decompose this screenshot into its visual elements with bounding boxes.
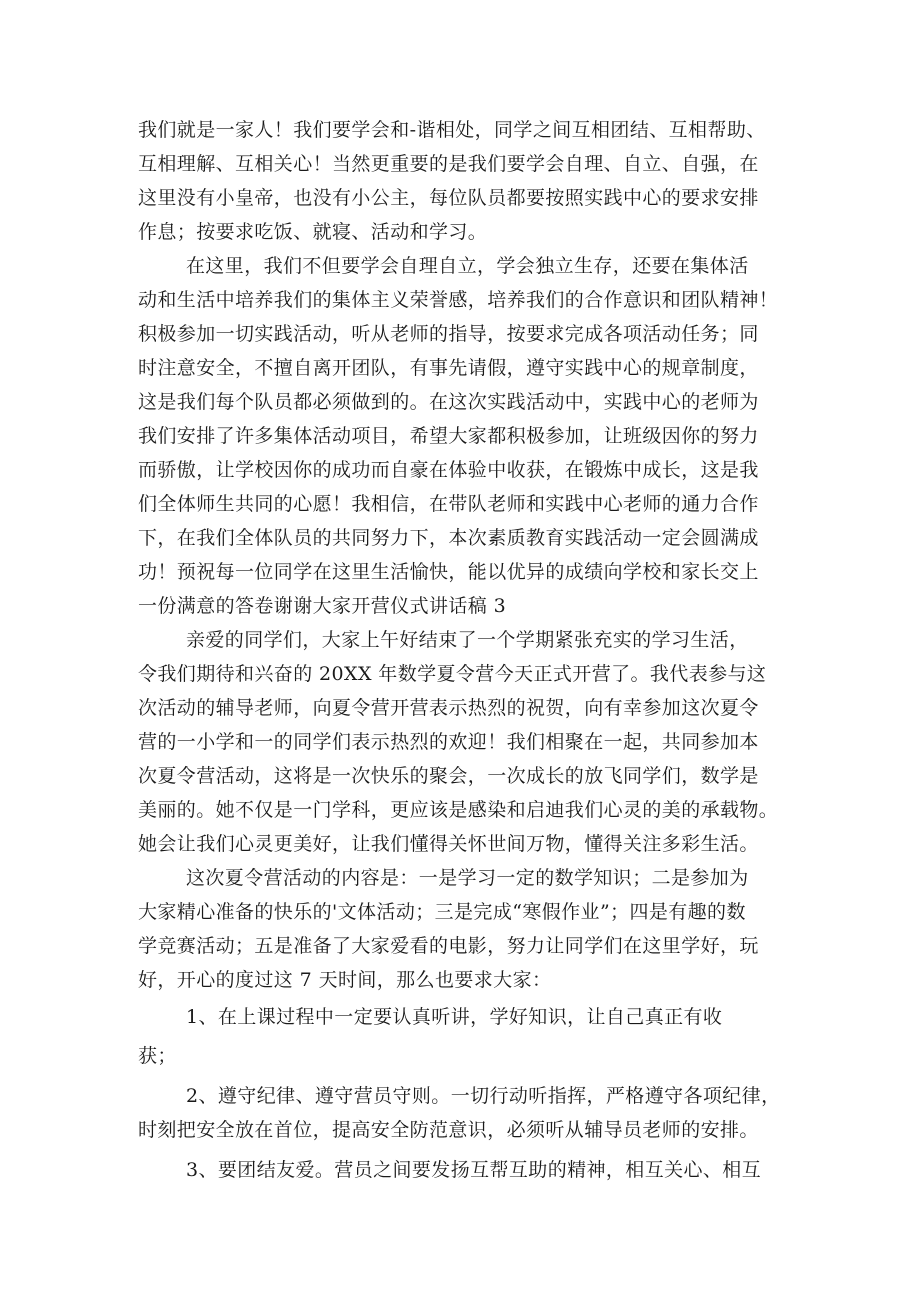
text-line: 这里没有小皇帝，也没有小公主，每位队员都要按照实践中心的要求安排 (138, 187, 759, 209)
text-line: 学竞赛活动；五是准备了大家爱看的电影，努力让同学们在这里学好，玩 (138, 935, 759, 957)
list-item-3: 3、要团结友爱。营员之间要发扬互帮互助的精神，相互关心、相互 (186, 1159, 762, 1181)
text-line: 作息；按要求吃饭、就寝、活动和学习。 (138, 221, 488, 243)
text-line: 我们就是一家人！我们要学会和-谐相处，同学之间互相团结、互相帮助、 (138, 119, 766, 141)
list-item-2: 2、遵守纪律、遵守营员守则。一切行动听指挥，严格遵守各项纪律， (186, 1085, 781, 1107)
list-item-1: 1、在上课过程中一定要认真听讲，学好知识，让自己真正有收 (186, 1006, 723, 1028)
text-line: 一份满意的答卷谢谢大家开营仪式讲话稿 3 (138, 595, 507, 617)
paragraph-first-line: 亲爱的同学们，大家上午好结束了一个学期紧张充实的学习生活， (186, 629, 749, 651)
text-line: 她会让我们心灵更美好，让我们懂得关怀世间万物，懂得关注多彩生活。 (138, 833, 759, 855)
paragraph-first-line: 在这里，我们不但要学会自理自立，学会独立生存，还要在集体活 (186, 255, 749, 277)
text-line: 次活动的辅导老师，向夏令营开营表示热烈的祝贺，向有幸参加这次夏令 (138, 697, 759, 719)
text-line: 而骄傲，让学校因你的成功而自豪在体验中收获，在锻炼中成长，这是我 (138, 459, 759, 481)
text-line: 动和生活中培养我们的集体主义荣誉感，培养我们的合作意识和团队精神！ (138, 289, 779, 311)
text-line: 美丽的。她不仅是一门学科，更应该是感染和启迪我们心灵的美的承载物。 (138, 799, 779, 821)
text-line: 时刻把安全放在首位，提高安全防范意识，必须听从辅导员老师的安排。 (138, 1119, 759, 1141)
text-line: 好，开心的度过这 7 天时间，那么也要求大家： (138, 969, 552, 991)
text-line: 获； (138, 1045, 177, 1067)
text-line: 我们安排了许多集体活动项目，希望大家都积极参加，让班级因你的努力 (138, 425, 759, 447)
text-line: 时注意安全，不擅自离开团队，有事先请假，遵守实践中心的规章制度， (138, 357, 759, 379)
text-line: 功！预祝每一位同学在这里生活愉快，能以优异的成绩向学校和家长交上 (138, 561, 759, 583)
text-line: 下，在我们全体队员的共同努力下，本次素质教育实践活动一定会圆满成 (138, 527, 759, 549)
text-line: 这是我们每个队员都必须做到的。在这次实践活动中，实践中心的老师为 (138, 391, 759, 413)
text-line: 大家精心准备的快乐的'文体活动；三是完成“寒假作业”；四是有趣的数 (138, 901, 746, 923)
text-line: 营的一小学和一的同学们表示热烈的欢迎！我们相聚在一起，共同参加本 (138, 731, 759, 753)
paragraph-first-line: 这次夏令营活动的内容是：一是学习一定的数学知识；二是参加为 (186, 867, 749, 889)
text-line: 积极参加一切实践活动，听从老师的指导，按要求完成各项活动任务；同 (138, 323, 759, 345)
text-line: 令我们期待和兴奋的 20XX 年数学夏令营今天正式开营了。我代表参与这 (138, 663, 767, 685)
text-line: 次夏令营活动，这将是一次快乐的聚会，一次成长的放飞同学们，数学是 (138, 765, 759, 787)
text-line: 们全体师生共同的心愿！我相信，在带队老师和实践中心老师的通力合作 (138, 493, 759, 515)
text-line: 互相理解、互相关心！当然更重要的是我们要学会自理、自立、自强，在 (138, 153, 759, 175)
